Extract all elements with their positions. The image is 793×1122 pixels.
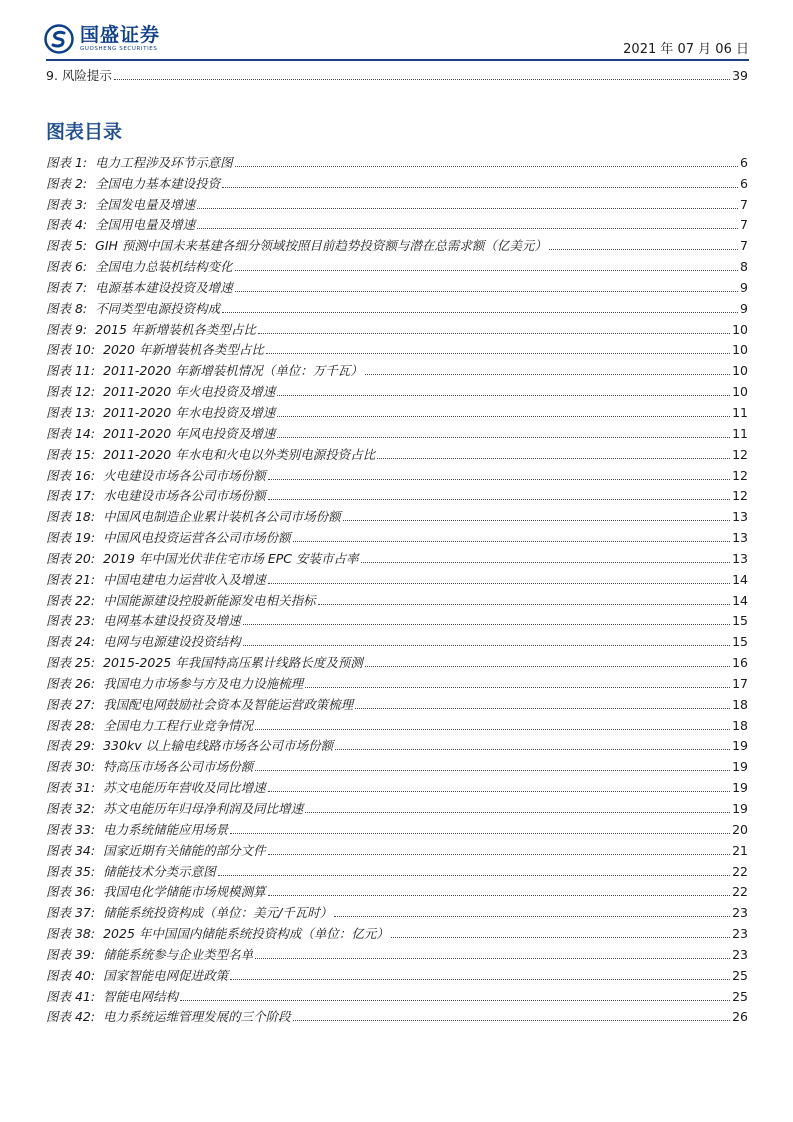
figure-page-number: 15	[732, 634, 748, 650]
figure-title: 中国电建电力运营收入及增速	[103, 571, 266, 587]
figure-number: 图表 23:	[46, 613, 96, 629]
figure-title: 火电建设市场各公司市场份额	[103, 467, 266, 483]
figure-list-item[interactable]	[46, 942, 748, 963]
figure-title: 电力工程涉及环节示意图	[95, 154, 233, 170]
dot-leader	[268, 582, 730, 584]
figure-list-item[interactable]	[46, 546, 748, 567]
figure-title: 2011-2020 年火电投资及增速	[103, 384, 276, 400]
figure-title: 我国电化学储能市场规模测算	[103, 884, 266, 900]
figure-title: 2025 年中国国内储能系统投资构成（单位：亿元）	[103, 926, 389, 942]
figure-title: 我国电力市场参与方及电力设施梳理	[103, 675, 304, 691]
dot-leader	[377, 457, 730, 459]
figure-number: 图表 18:	[46, 509, 96, 525]
figure-list-item[interactable]	[46, 880, 748, 901]
figure-page-number: 7	[740, 238, 748, 254]
figure-number: 图表 27:	[46, 696, 96, 712]
figure-number: 图表 14:	[46, 425, 96, 441]
figure-number: 图表 38:	[46, 926, 96, 942]
dot-leader	[255, 769, 730, 771]
dot-leader	[305, 811, 730, 813]
toc-entry-risk[interactable]	[46, 64, 748, 84]
figure-number: 图表 2:	[46, 175, 88, 191]
figure-title: 中国能源建设控股新能源发电相关指标	[103, 592, 316, 608]
figure-list-item[interactable]	[46, 900, 748, 921]
figure-list-item[interactable]	[46, 254, 748, 275]
dot-leader	[230, 832, 730, 834]
figure-title: 特高压市场各公司市场份额	[103, 759, 254, 775]
figure-page-number: 22	[732, 884, 748, 900]
figure-list-item[interactable]	[46, 442, 748, 463]
figure-number: 图表 8:	[46, 300, 88, 316]
figure-list-item[interactable]	[46, 171, 748, 192]
dot-leader	[335, 748, 730, 750]
figure-list-item[interactable]	[46, 213, 748, 234]
dot-leader	[318, 603, 730, 605]
figure-list-item[interactable]	[46, 317, 748, 338]
figure-page-number: 25	[732, 988, 748, 1004]
figure-title: 2015-2025 年我国特高压累计线路长度及预测	[103, 655, 363, 671]
figure-title: 国家近期有关储能的部分文件	[103, 842, 266, 858]
figure-page-number: 6	[740, 175, 748, 191]
dot-leader	[222, 186, 738, 188]
dot-leader	[305, 686, 730, 688]
figure-number: 图表 34:	[46, 842, 96, 858]
figure-list-item[interactable]	[46, 692, 748, 713]
figure-page-number: 17	[732, 675, 748, 691]
figure-list-item[interactable]	[46, 775, 748, 796]
figure-list-item[interactable]	[46, 817, 748, 838]
figure-number: 图表 20:	[46, 550, 96, 566]
figure-list-item[interactable]	[46, 609, 748, 630]
figure-list-item[interactable]	[46, 671, 748, 692]
figure-number: 图表 33:	[46, 821, 96, 837]
figure-title: 苏文电能历年归母净利润及同比增速	[103, 801, 304, 816]
figure-list-item[interactable]	[46, 379, 748, 400]
figure-page-number: 14	[732, 592, 748, 608]
report-date: 2021 年 07 月 06 日	[623, 42, 749, 57]
dot-leader	[268, 478, 730, 480]
figure-number: 图表 15:	[46, 446, 96, 462]
figure-title: 2020 年新增装机各类型占比	[103, 342, 264, 358]
toc-entry-page: 39	[732, 68, 748, 83]
dot-leader	[243, 623, 730, 625]
figure-number: 图表 16:	[46, 467, 96, 483]
logo-icon	[44, 24, 74, 54]
figure-title: 2015 年新增装机各类型占比	[95, 321, 256, 337]
figure-list-item[interactable]	[46, 650, 748, 671]
figure-number: 图表 40:	[46, 967, 96, 983]
figure-list-item[interactable]	[46, 567, 748, 588]
figure-page-number: 14	[732, 571, 748, 587]
figure-page-number: 10	[732, 384, 748, 400]
figure-title: 全国电力总装机结构变化	[95, 259, 233, 275]
figure-page-number: 25	[732, 967, 748, 983]
figure-title: 水电建设市场各公司市场份额	[103, 488, 266, 504]
figure-page-number: 18	[732, 717, 748, 733]
logo-chinese-name: 国盛证券	[80, 24, 161, 46]
figure-title: 智能电网结构	[103, 988, 179, 1004]
figure-page-number: 12	[732, 446, 748, 462]
dot-leader	[293, 1019, 730, 1021]
figure-number: 图表 4:	[46, 217, 88, 233]
figure-page-number: 8	[740, 259, 748, 275]
figure-page-number: 10	[732, 342, 748, 358]
figure-number: 图表 29:	[46, 738, 96, 754]
figure-title: 全国发电量及增速	[95, 196, 196, 212]
figure-title: 全国用电量及增速	[95, 217, 196, 233]
figure-number: 图表 11:	[46, 363, 96, 379]
figure-list-item[interactable]	[46, 338, 748, 359]
figure-page-number: 9	[740, 300, 748, 316]
figure-title: 2011-2020 年水电投资及增速	[103, 404, 276, 420]
figure-page-number: 7	[740, 196, 748, 212]
figure-list-item[interactable]	[46, 150, 748, 171]
figure-title: 储能技术分类示意图	[103, 863, 216, 879]
dot-leader	[343, 519, 730, 521]
figure-title: GIH 预测中国未来基建各细分领域按照目前趋势投资额与潜在总需求额（亿美元）	[95, 238, 547, 254]
figure-number: 图表 12:	[46, 384, 96, 400]
figure-title: 2019 年中国光伏非住宅市场 EPC 安装市占率	[103, 550, 359, 566]
figure-page-number: 15	[732, 613, 748, 629]
dot-leader	[255, 728, 730, 730]
figure-page-number: 19	[732, 738, 748, 754]
figure-list-item[interactable]	[46, 859, 748, 880]
figure-page-number: 9	[740, 279, 748, 295]
dot-leader	[230, 978, 730, 980]
figure-number: 图表 36:	[46, 884, 96, 900]
figure-page-number: 11	[732, 425, 748, 441]
figure-page-number: 19	[732, 759, 748, 775]
dot-leader	[268, 894, 730, 896]
figure-list-item[interactable]	[46, 484, 748, 505]
company-logo	[44, 24, 160, 54]
figure-list-item[interactable]	[46, 796, 748, 817]
figure-title: 电网基本建设投资及增速	[103, 613, 241, 629]
toc-entry-label: 9. 风险提示	[46, 68, 112, 83]
dot-leader	[355, 707, 730, 709]
figure-list-item[interactable]	[46, 984, 748, 1005]
figure-title: 2011-2020 年水电和火电以外类别电源投资占比	[103, 446, 376, 462]
figure-title: 2011-2020 年新增装机情况（单位：万千瓦）	[103, 363, 363, 379]
figure-list-item[interactable]	[46, 296, 748, 317]
figure-page-number: 10	[732, 321, 748, 337]
figure-list-item[interactable]	[46, 734, 748, 755]
dot-leader	[114, 78, 730, 80]
figure-number: 图表 26:	[46, 675, 96, 691]
figure-title: 电力系统运维管理发展的三个阶段	[103, 1009, 291, 1025]
figure-title: 中国风电投资运营各公司市场份额	[103, 530, 291, 546]
figure-title: 不同类型电源投资构成	[95, 300, 221, 316]
figure-title: 电力系统储能应用场景	[103, 821, 229, 837]
figure-number: 图表 31:	[46, 780, 96, 796]
dot-leader	[277, 394, 730, 396]
dot-leader	[218, 874, 730, 876]
figure-page-number: 7	[740, 217, 748, 233]
figure-list-item[interactable]	[46, 713, 748, 734]
figure-page-number: 22	[732, 863, 748, 879]
dot-leader	[277, 436, 730, 438]
figure-list-item[interactable]	[46, 192, 748, 213]
dot-leader	[268, 790, 730, 792]
figure-title: 储能系统投资构成（单位：美元/千瓦时）	[103, 905, 333, 921]
figure-number: 图表 30:	[46, 759, 96, 775]
figure-title: 电网与电源建设投资结构	[103, 634, 241, 650]
figure-number: 图表 41:	[46, 988, 96, 1004]
figure-list-item[interactable]	[46, 233, 748, 254]
figure-title: 全国电力工程行业竞争情况	[103, 717, 254, 733]
figure-number: 图表 24:	[46, 634, 96, 650]
dot-leader	[255, 957, 730, 959]
dot-leader	[268, 498, 730, 500]
figure-page-number: 18	[732, 696, 748, 712]
figure-page-number: 23	[732, 946, 748, 962]
figure-number: 图表 22:	[46, 592, 96, 608]
dot-leader	[266, 352, 730, 354]
figure-list-item[interactable]	[46, 588, 748, 609]
figure-title: 苏文电能历年营收及同比增速	[103, 780, 266, 796]
figure-number: 图表 7:	[46, 279, 88, 295]
figure-number: 图表 25:	[46, 655, 96, 671]
dot-leader	[222, 311, 738, 313]
figure-title: 储能系统参与企业类型名单	[103, 946, 254, 962]
figure-title: 中国风电制造企业累计装机各公司市场份额	[103, 509, 341, 525]
figure-page-number: 13	[732, 509, 748, 525]
dot-leader	[258, 332, 730, 334]
figure-page-number: 26	[732, 1009, 748, 1025]
figure-title: 330kv 以上输电线路市场各公司市场份额	[103, 738, 334, 754]
figure-page-number: 19	[732, 780, 748, 796]
figure-number: 图表 10:	[46, 342, 96, 358]
figure-number: 图表 39:	[46, 946, 96, 962]
figure-list-item[interactable]	[46, 275, 748, 296]
figure-list-item[interactable]	[46, 1005, 748, 1026]
figure-number: 图表 1:	[46, 154, 88, 170]
dot-leader	[197, 227, 738, 229]
figure-page-number: 6	[740, 154, 748, 170]
section-title: 图表目录	[46, 121, 123, 143]
figure-list-item[interactable]	[46, 921, 748, 942]
dot-leader	[277, 415, 730, 417]
dot-leader	[365, 665, 730, 667]
dot-leader	[293, 540, 730, 542]
logo-english-name: GUOSHENG SECURITIES	[80, 46, 158, 52]
dot-leader	[243, 644, 730, 646]
figure-list-item[interactable]	[46, 421, 748, 442]
figure-number: 图表 5:	[46, 238, 88, 254]
figure-page-number: 20	[732, 821, 748, 837]
figure-number: 图表 37:	[46, 905, 96, 921]
figure-page-number: 11	[732, 404, 748, 420]
figure-list-item[interactable]	[46, 463, 748, 484]
dot-leader	[268, 853, 730, 855]
header-divider	[46, 59, 749, 61]
figure-number: 图表 28:	[46, 717, 96, 733]
dot-leader	[365, 373, 730, 375]
dot-leader	[235, 165, 738, 167]
figure-number: 图表 6:	[46, 259, 88, 275]
figure-page-number: 13	[732, 550, 748, 566]
figure-title: 我国配电网鼓励社会资本及智能运营政策梳理	[103, 696, 354, 712]
figure-page-number: 13	[732, 530, 748, 546]
figure-list-item[interactable]	[46, 629, 748, 650]
figure-title: 电源基本建设投资及增速	[95, 279, 233, 295]
figure-number: 图表 3:	[46, 196, 88, 212]
figure-title: 2011-2020 年风电投资及增速	[103, 425, 276, 441]
figure-number: 图表 17:	[46, 488, 96, 504]
dot-leader	[334, 915, 730, 917]
figure-number: 图表 32:	[46, 801, 96, 816]
dot-leader	[549, 248, 738, 250]
figure-page-number: 16	[732, 655, 748, 671]
figure-list-item[interactable]	[46, 525, 748, 546]
figure-number: 图表 35:	[46, 863, 96, 879]
page-header	[0, 0, 793, 62]
dot-leader	[197, 207, 738, 209]
figure-page-number: 12	[732, 488, 748, 504]
figure-list-item[interactable]	[46, 754, 748, 775]
dot-leader	[391, 936, 730, 938]
figure-number: 图表 9:	[46, 321, 88, 337]
figure-number: 图表 19:	[46, 530, 96, 546]
figure-title: 全国电力基本建设投资	[95, 175, 221, 191]
figure-page-number: 23	[732, 905, 748, 921]
figure-list-item[interactable]	[46, 838, 748, 859]
figure-number: 图表 42:	[46, 1009, 96, 1025]
figure-list-item[interactable]	[46, 400, 748, 421]
figure-page-number: 19	[732, 801, 748, 816]
figure-number: 图表 13:	[46, 404, 96, 420]
dot-leader	[235, 269, 738, 271]
figure-list	[46, 150, 748, 1025]
figure-page-number: 12	[732, 467, 748, 483]
dot-leader	[235, 290, 738, 292]
figure-list-item[interactable]	[46, 358, 748, 379]
dot-leader	[180, 999, 730, 1001]
figure-page-number: 23	[732, 926, 748, 942]
figure-number: 图表 21:	[46, 571, 96, 587]
figure-title: 国家智能电网促进政策	[103, 967, 229, 983]
dot-leader	[361, 561, 731, 563]
figure-page-number: 21	[732, 842, 748, 858]
figure-list-item[interactable]	[46, 963, 748, 984]
figure-list-item[interactable]	[46, 504, 748, 525]
figure-page-number: 10	[732, 363, 748, 379]
